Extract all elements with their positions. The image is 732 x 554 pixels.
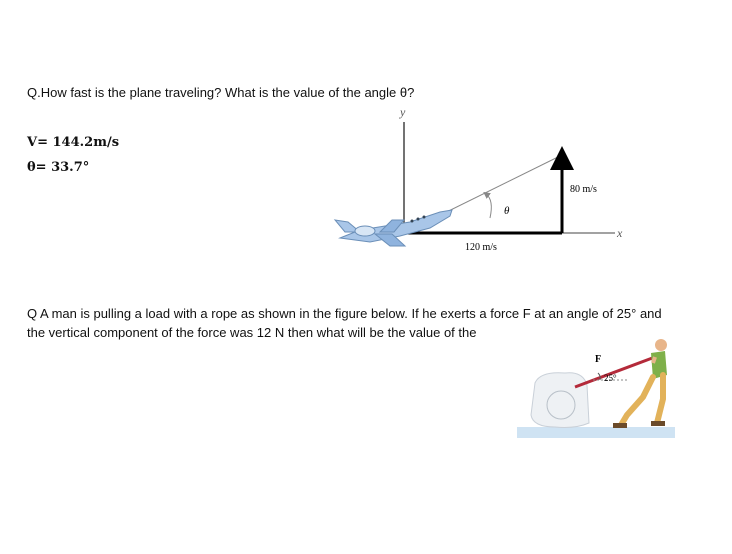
force-label: F [595, 354, 602, 365]
vertical-velocity-label: 80 m/s [570, 184, 597, 195]
question-1-text: Q.How fast is the plane traveling? What is the value of the angle θ? [27, 85, 415, 100]
plane-velocity-figure [320, 100, 640, 270]
man-pulling-load-figure [515, 335, 680, 440]
angle-25-label: 25° [604, 373, 617, 383]
y-axis-label: y [400, 105, 406, 119]
angle-arc [486, 194, 491, 218]
ground [517, 427, 675, 438]
answer-angle: θ= 33.7° [27, 160, 90, 175]
load-block [531, 373, 589, 428]
question-2-line-1: Q A man is pulling a load with a rope as shown in the figure below. If he exerts a force F at an angle of 25° and [27, 306, 662, 321]
x-axis-label: x [617, 226, 623, 240]
answer-velocity: V= 144.2m/s [27, 135, 120, 150]
angle-label: θ [504, 205, 510, 217]
airplane-icon [335, 210, 452, 246]
question-2-line-2: the vertical component of the force was 12 N then what will be the value of the [27, 325, 477, 340]
man-pulling-icon [613, 339, 667, 428]
horizontal-velocity-label: 120 m/s [465, 242, 497, 253]
